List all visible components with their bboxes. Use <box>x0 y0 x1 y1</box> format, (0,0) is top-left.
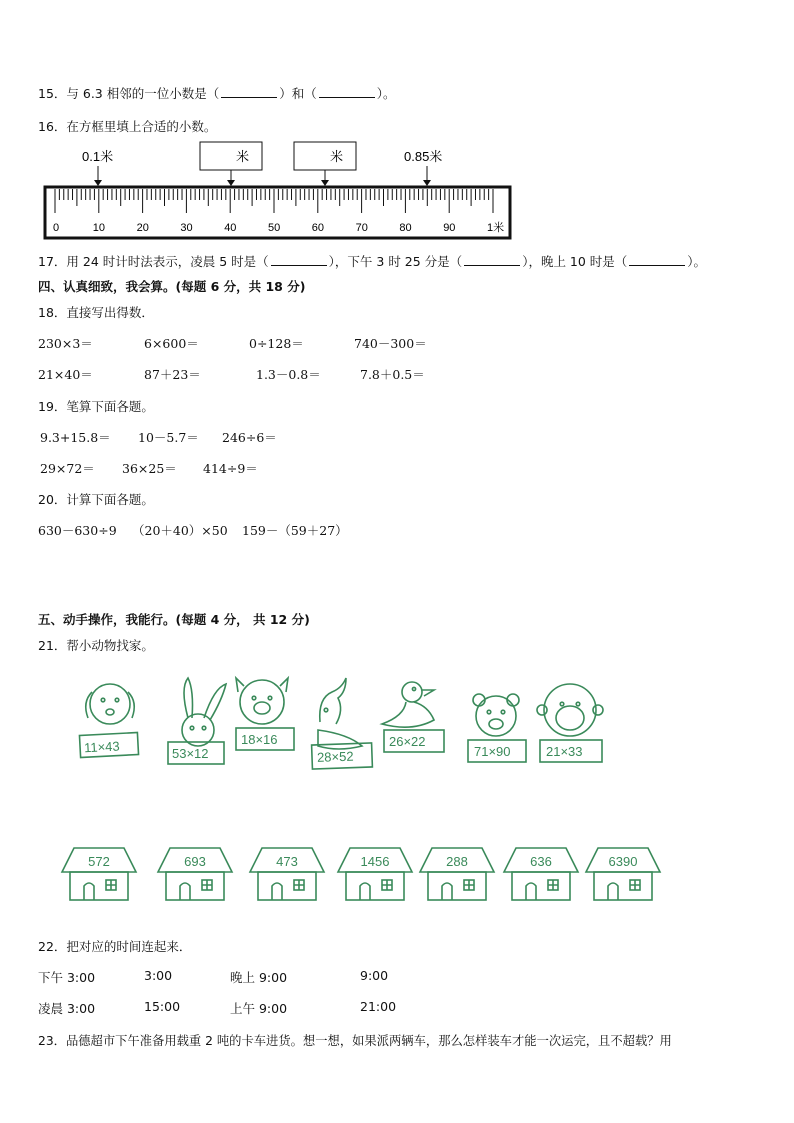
expression: 87＋23＝ <box>144 367 201 382</box>
animal-label: 28×52 <box>316 748 354 765</box>
ruler-tick-label: 60 <box>311 222 325 234</box>
time-item[interactable]: 21:00 <box>360 999 397 1014</box>
ruler-tick-label: 10 <box>92 222 106 234</box>
answer-blank[interactable] <box>319 87 375 98</box>
animal-label: 26×22 <box>389 734 426 749</box>
ruler-figure <box>0 138 794 242</box>
time-item[interactable]: 晚上 9:00 <box>230 970 288 985</box>
question-23: 23．品德超市下午准备用载重 2 吨的卡车进货。想一想，如果派两辆车，那么怎样装车才能一次运完，且不超载？用 <box>38 1034 672 1048</box>
question-20: 20．计算下面各题。 <box>38 492 154 507</box>
ruler-tick-label: 0 <box>53 222 60 234</box>
house-number: 6390 <box>608 854 638 869</box>
dog-icon <box>86 684 135 724</box>
expression: 159－（59＋27） <box>242 523 348 538</box>
expression: 630－630÷9 <box>38 523 117 538</box>
box-unit-1: 米 <box>236 149 250 164</box>
animal-houses-illustration <box>0 670 794 910</box>
house-number: 473 <box>276 854 298 869</box>
rabbit-icon <box>182 678 226 746</box>
expression: 21×40＝ <box>38 367 93 382</box>
house-number: 1456 <box>360 854 390 869</box>
question-17: 17．用 24 时计时法表示，凌晨 5 时是（ ），下午 3 时 25 分是（ ），晚上 10 时是（ ）。 <box>38 254 707 269</box>
animal-label: 71×90 <box>474 744 511 759</box>
box-unit-2: 米 <box>330 149 344 164</box>
section-4-title: 四、认真细致，我会算。(每题 6 分，共 18 分) <box>38 279 306 294</box>
question-16: 16．在方框里填上合适的小数。 <box>38 119 217 134</box>
duck-icon <box>382 682 434 727</box>
ruler-tick-label: 1米 <box>487 222 505 234</box>
ruler-tick-label: 80 <box>399 222 412 234</box>
expression: 10－5.7＝ <box>138 430 199 445</box>
answer-blank[interactable] <box>629 255 685 266</box>
expression: 9.3+15.8＝ <box>40 430 111 445</box>
animal-label: 18×16 <box>241 732 278 747</box>
house-number: 636 <box>530 854 552 869</box>
pig-icon <box>236 678 288 724</box>
expression: 1.3－0.8＝ <box>256 367 321 382</box>
answer-box-1[interactable] <box>200 142 262 170</box>
answer-box-2[interactable] <box>294 142 356 170</box>
ruler-tick-label: 70 <box>355 222 368 234</box>
goat-icon <box>318 678 362 749</box>
time-item[interactable]: 15:00 <box>144 999 181 1014</box>
expression: 6×600＝ <box>144 336 199 351</box>
house-number: 572 <box>88 854 110 869</box>
expression: 246÷6＝ <box>222 430 277 445</box>
house-number: 693 <box>184 854 206 869</box>
bear-icon <box>473 694 519 736</box>
ruler-tick-label: 90 <box>443 222 456 234</box>
question-19: 19．笔算下面各题。 <box>38 399 154 414</box>
question-21: 21．帮小动物找家。 <box>38 638 154 653</box>
ruler-label-right: 0.85米 <box>404 149 443 164</box>
ruler-tick-label: 50 <box>268 222 281 234</box>
expression: 0÷128＝ <box>249 336 304 351</box>
answer-blank[interactable] <box>221 87 277 98</box>
question-15: 15．与 6.3 相邻的一位小数是（ ）和（ ）。 <box>38 86 396 101</box>
time-item[interactable]: 3:00 <box>144 968 173 983</box>
animal-label: 21×33 <box>546 744 583 759</box>
ruler-tick-label: 30 <box>180 222 193 234</box>
answer-blank[interactable] <box>464 255 520 266</box>
animal-label: 11×43 <box>83 738 121 756</box>
question-18: 18．直接写出得数． <box>38 305 154 320</box>
time-item[interactable]: 下午 3:00 <box>38 970 96 985</box>
section-5-title: 五、动手操作，我能行。(每题 4 分， 共 12 分) <box>38 612 310 627</box>
expression: 740－300＝ <box>354 336 427 351</box>
time-item[interactable]: 上午 9:00 <box>230 1001 288 1016</box>
ruler-label-left: 0.1米 <box>82 149 114 164</box>
time-item[interactable]: 9:00 <box>360 968 389 983</box>
expression: 230×3＝ <box>38 336 93 351</box>
expression: （20＋40）×50 <box>132 523 228 538</box>
house-number: 288 <box>446 854 468 869</box>
answer-blank[interactable] <box>271 255 327 266</box>
monkey-icon <box>537 684 603 736</box>
expression: 414÷9＝ <box>203 461 258 476</box>
expression: 29×72＝ <box>40 461 95 476</box>
question-22: 22．把对应的时间连起来． <box>38 939 192 954</box>
expression: 7.8＋0.5＝ <box>360 367 425 382</box>
ruler-tick-label: 40 <box>224 222 237 234</box>
time-item[interactable]: 凌晨 3:00 <box>38 1001 96 1016</box>
animal-label: 53×12 <box>172 746 209 761</box>
expression: 36×25＝ <box>122 461 177 476</box>
ruler-tick-label: 20 <box>136 222 149 234</box>
